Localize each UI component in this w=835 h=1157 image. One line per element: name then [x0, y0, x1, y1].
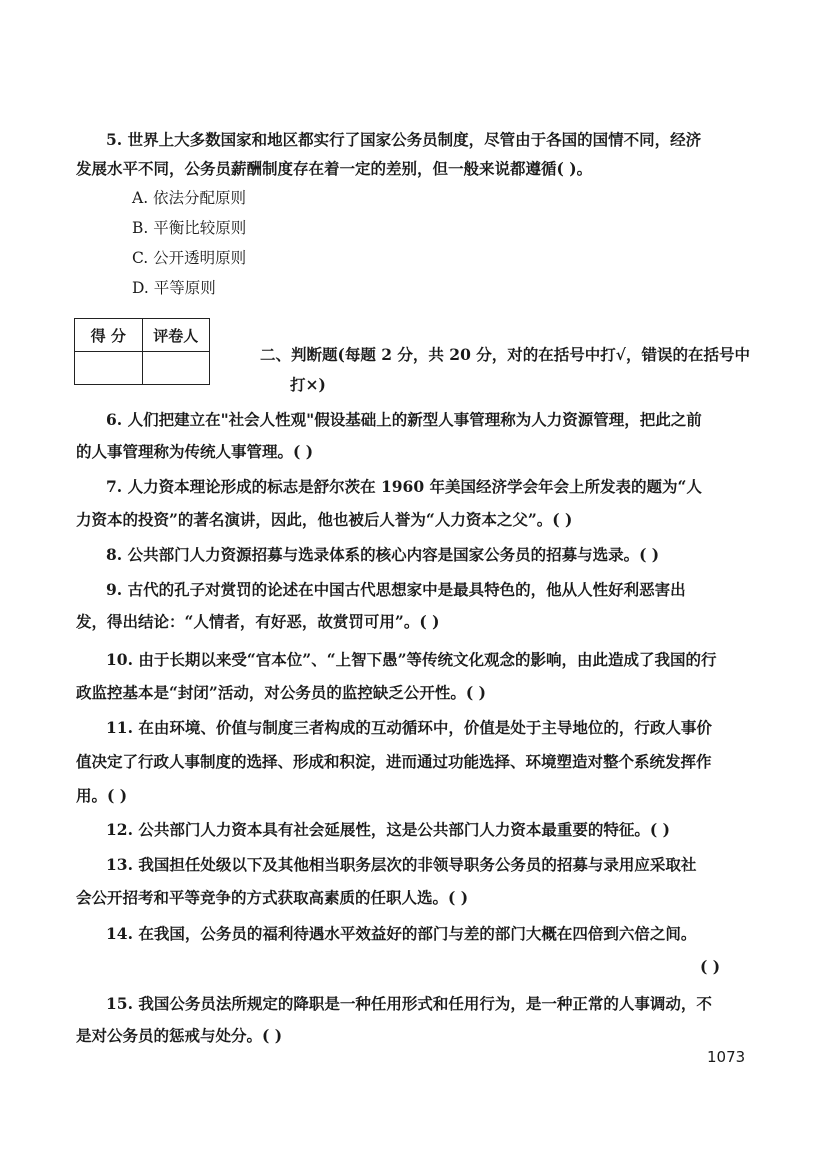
q5-option-b: B. 平衡比较原则 [132, 219, 247, 237]
q6-line-1: 6. 人们把建立在"社会人性观"假设基础上的新型人事管理称为人力资源管理，把此之前 [106, 410, 702, 429]
q15-line-1: 15. 我国公务员法所规定的降职是一种任用形式和任用行为，是一种正常的人事调动，不 [106, 994, 712, 1013]
score-label: 得 分 [75, 319, 143, 352]
q5-option-a: A. 依法分配原则 [132, 189, 247, 207]
q9-line-1: 9. 古代的孔子对赏罚的论述在中国古代思想家中是最具特色的，他从人性好利恶害出 [106, 580, 686, 599]
q11-line-2: 值决定了行政人事制度的选择、形成和积淀，进而通过功能选择、环境塑造对整个系统发挥作 [76, 752, 712, 771]
q5-line-2: 发展水平不同，公务员薪酬制度存在着一定的差别，但一般来说都遵循( )。 [76, 159, 593, 178]
score-cell [75, 352, 143, 385]
q11-line-3: 用。( ) [76, 786, 128, 805]
q8-line: 8. 公共部门人力资源招募与选录体系的核心内容是国家公务员的招募与选录。( ) [106, 545, 660, 564]
grader-label: 评卷人 [142, 319, 210, 352]
q14-line: 14. 在我国，公务员的福利待遇水平效益好的部门与差的部门大概在四倍到六倍之间。 [106, 924, 697, 943]
q7-line-1: 7. 人力资本理论形成的标志是舒尔茨在 1960 年美国经济学会年会上所发表的题为“人 [106, 477, 702, 496]
q9-line-2: 发，得出结论：“人情者，有好恶，故赏罚可用”。( ) [76, 612, 440, 631]
q5-line-1: 5. 世界上大多数国家和地区都实行了国家公务员制度，尽管由于各国的国情不同，经济 [106, 130, 702, 149]
q13-line-1: 13. 我国担任处级以下及其他相当职务层次的非领导职务公务员的招募与录用应采取社 [106, 855, 697, 874]
q12-line: 12. 公共部门人力资本具有社会延展性，这是公共部门人力资本最重要的特征。( ) [106, 820, 670, 839]
q11-line-1: 11. 在由环境、价值与制度三者构成的互动循环中，价值是处于主导地位的，行政人事价 [106, 718, 712, 737]
page-number: 1073 [707, 1048, 746, 1066]
section-2-heading-line-1: 二、判断题(每题 2 分，共 20 分，对的在括号中打√，错误的在括号中 [260, 345, 750, 364]
q13-line-2: 会公开招考和平等竞争的方式获取高素质的任职人选。( ) [76, 888, 469, 907]
q7-line-2: 力资本的投资”的著名演讲，因此，他也被后人誉为“人力资本之父”。( ) [76, 510, 573, 529]
q5-option-c: C. 公开透明原则 [132, 249, 247, 267]
q10-line-1: 10. 由于长期以来受“官本位”、“上智下愚”等传统文化观念的影响，由此造成了我国的行 [106, 650, 717, 669]
score-box [74, 318, 210, 385]
q6-line-2: 的人事管理称为传统人事管理。( ) [76, 442, 314, 461]
grader-cell [142, 352, 210, 385]
q14-answer-bracket: ( ) [700, 957, 721, 976]
q5-option-d: D. 平等原则 [132, 279, 216, 297]
section-2-heading-line-2: 打×) [290, 375, 326, 394]
q10-line-2: 政监控基本是“封闭”活动，对公务员的监控缺乏公开性。( ) [76, 683, 486, 702]
q15-line-2: 是对公务员的惩戒与处分。( ) [76, 1026, 283, 1045]
